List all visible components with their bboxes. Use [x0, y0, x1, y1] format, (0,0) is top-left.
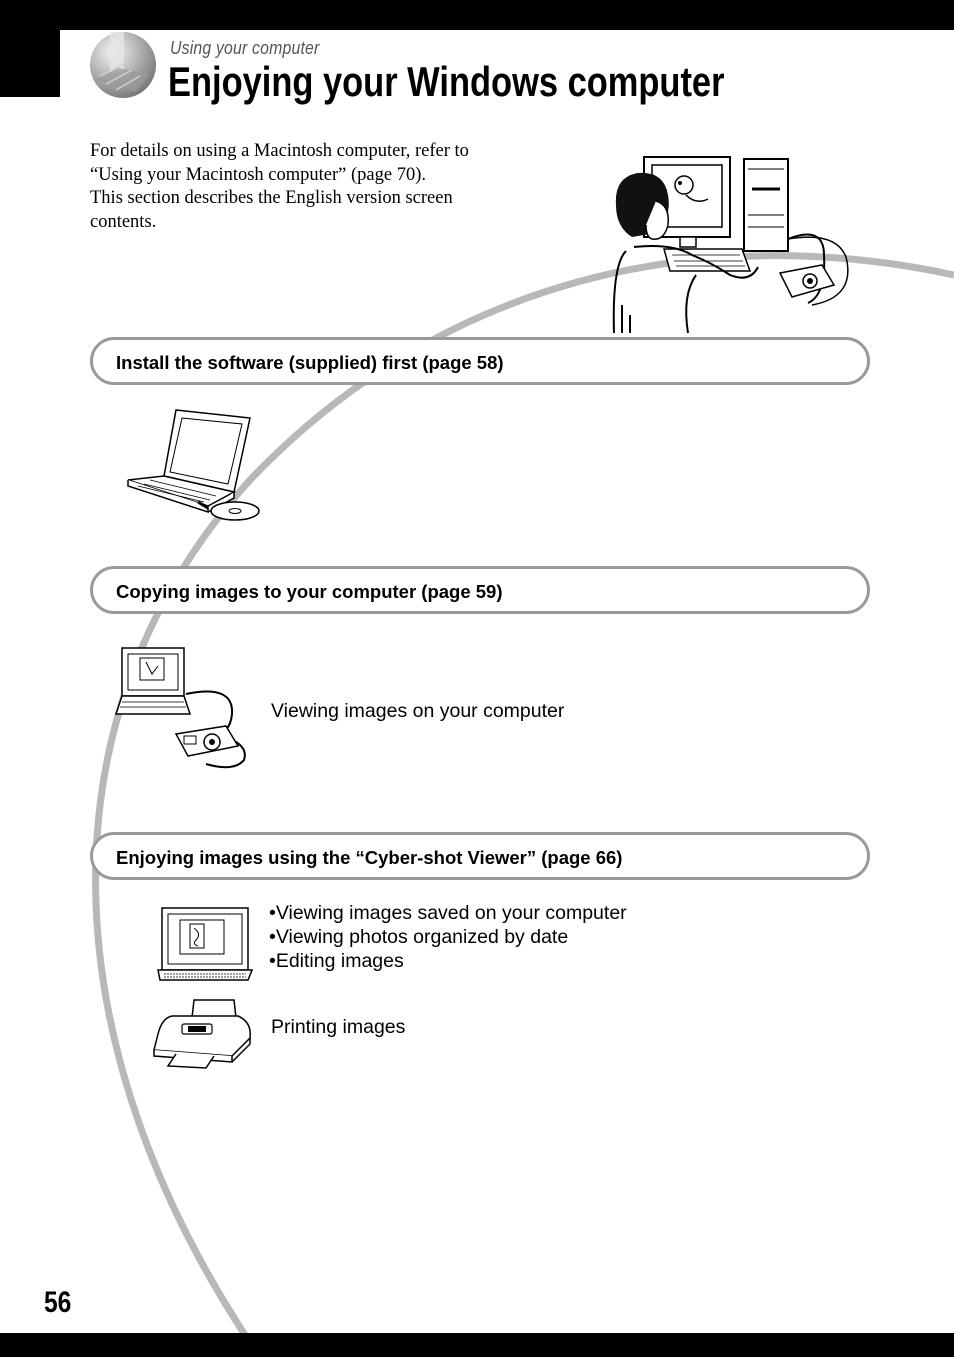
- step-copy-images-label: Copying images to your computer (page 59): [116, 581, 503, 602]
- user-at-computer-illustration: [612, 155, 852, 335]
- step-copy-images: [90, 566, 870, 614]
- step-cyber-shot-viewer-label: Enjoying images using the “Cyber-shot Viewer” (page 66): [116, 847, 623, 868]
- intro-paragraph-mac: For details on using a Macintosh computer, refer to “Using your Macintosh computer” (page 70).: [90, 141, 469, 185]
- list-item: •Editing images: [269, 950, 404, 972]
- laptop-camera-connection-icon: [114, 644, 254, 774]
- page-number: 56: [44, 1286, 72, 1319]
- section-disc-icon: [88, 30, 158, 100]
- step-install-software: [90, 337, 870, 385]
- viewer-feature-list: [269, 901, 627, 973]
- laptop-screen-icon: [156, 906, 256, 984]
- printing-images-caption: Printing images: [271, 1016, 406, 1038]
- list-item: •Viewing photos organized by date: [269, 926, 569, 948]
- page-title: Enjoying your Windows computer: [168, 58, 725, 105]
- intro-text: [90, 140, 470, 234]
- list-item: •Viewing images saved on your computer: [269, 902, 627, 924]
- step-install-software-label: Install the software (supplied) first (page 58): [116, 352, 504, 373]
- step-cyber-shot-viewer: [90, 832, 870, 880]
- intro-paragraph-language: This section describes the English version screen contents.: [90, 188, 453, 232]
- bottom-bar: [0, 1333, 954, 1357]
- printer-icon: [152, 998, 256, 1070]
- viewing-images-caption: Viewing images on your computer: [271, 700, 565, 722]
- laptop-with-cd-icon: [124, 406, 264, 526]
- breadcrumb: Using your computer: [170, 38, 320, 58]
